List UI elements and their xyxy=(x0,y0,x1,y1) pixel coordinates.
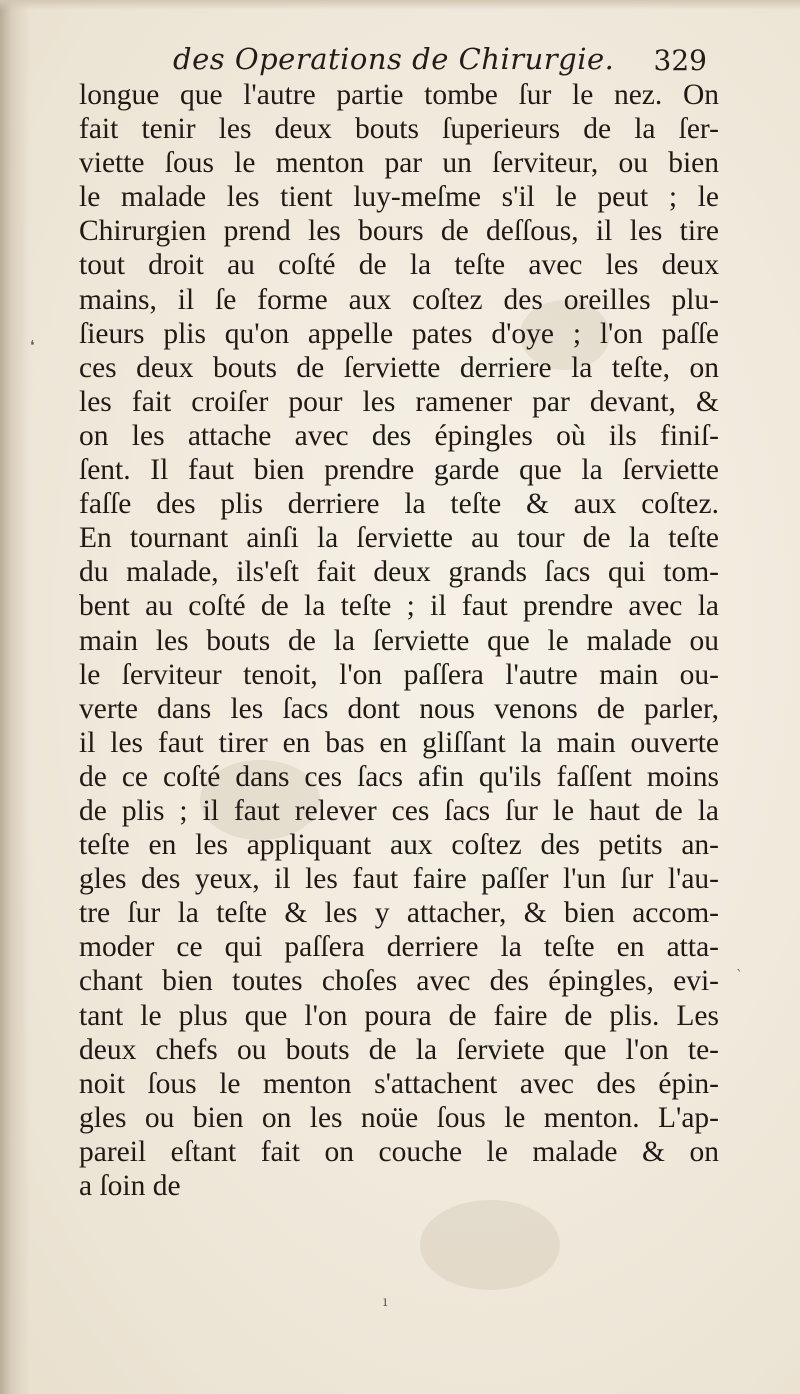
page-gutter-shadow xyxy=(0,0,30,1394)
text-line: gles ou bien on les noüe ſous le menton. L'ap- xyxy=(79,1101,719,1134)
text-line: chant bien toutes choſes avec des épingles, evi- xyxy=(79,965,719,998)
text-line: viette ſous le menton par un ſerviteur, ou bien xyxy=(79,147,719,180)
text-line: mains, il ſe forme aux coſtez des oreilles plu- xyxy=(79,283,719,316)
text-line: on les attache avec des épingles où ils finiſ- xyxy=(79,419,719,452)
page-number: 329 xyxy=(653,44,707,77)
margin-speck-icon: ˋ xyxy=(736,968,743,984)
text-line: Chirurgien prend les bours de deſſous, il les tire xyxy=(79,215,719,248)
text-line: les fait croiſer pour les ramener par devant, & xyxy=(79,385,719,418)
text-line: a ſoin de xyxy=(79,1170,181,1202)
text-line: ſieurs plis qu'on appelle pates d'oye ; l'on paſſe xyxy=(79,317,719,350)
text-line: ces deux bouts de ſerviette derriere la teſte, on xyxy=(79,351,719,384)
text-line: tre ſur la teſte & les y attacher, & bien accom- xyxy=(79,897,719,930)
text-line: faſſe des plis derriere la teſte & aux coſtez. xyxy=(79,488,719,521)
text-line: du malade, ils'eſt fait deux grands ſacs qui tom- xyxy=(79,556,719,589)
text-line: le malade les tient luy-meſme s'il le peut ; le xyxy=(79,181,719,214)
text-line: tout droit au coſté de la teſte avec les deux xyxy=(79,249,719,282)
margin-speck-icon: ı xyxy=(383,1294,388,1310)
text-line: gles des yeux, il les faut faire paſſer l'un ſur l'au- xyxy=(79,863,719,896)
text-line: tant le plus que l'on poura de faire de plis. Les xyxy=(79,999,719,1032)
text-line: pareil eſtant fait on couche le malade & on xyxy=(79,1135,719,1168)
page-top-edge xyxy=(0,0,800,10)
text-line: de ce coſté dans ces ſacs afin qu'ils faſſent moins xyxy=(79,760,719,793)
running-title: des Operations de Chirurgie. xyxy=(173,42,615,76)
text-line: ſent. Il faut bien prendre garde que la ſerviette xyxy=(79,454,719,487)
text-line: moder ce qui paſſera derriere la teſte en atta- xyxy=(79,931,719,964)
text-line: le ſerviteur tenoit, l'on paſſera l'autre main ou- xyxy=(79,658,719,691)
text-line: deux chefs ou bouts de la ſerviete que l'on te- xyxy=(79,1033,719,1066)
text-line: En tournant ainſi la ſerviette au tour de la teſte xyxy=(79,522,719,555)
text-line: verte dans les ſacs dont nous venons de parler, xyxy=(79,692,719,725)
text-line: de plis ; il faut relever ces ſacs ſur le haut de la xyxy=(79,794,719,827)
margin-speck-icon: ❛ xyxy=(30,338,35,354)
text-line: teſte en les appliquant aux coſtez des petits an- xyxy=(79,829,719,862)
text-line: il les faut tirer en bas en gliſſant la main ouverte xyxy=(79,726,719,759)
text-line: fait tenir les deux bouts ſuperieurs de la ſer- xyxy=(79,113,719,146)
text-line: noit ſous le menton s'attachent avec des épin- xyxy=(79,1067,719,1100)
paper-foxing-spot xyxy=(420,1200,560,1290)
text-line: longue que l'autre partie tombe ſur le nez. On xyxy=(79,79,719,111)
text-line: bent au coſté de la teſte ; il faut prendre avec la xyxy=(79,590,719,623)
text-line: main les bouts de la ſerviette que le malade ou xyxy=(79,624,719,657)
body-text xyxy=(79,78,719,1203)
